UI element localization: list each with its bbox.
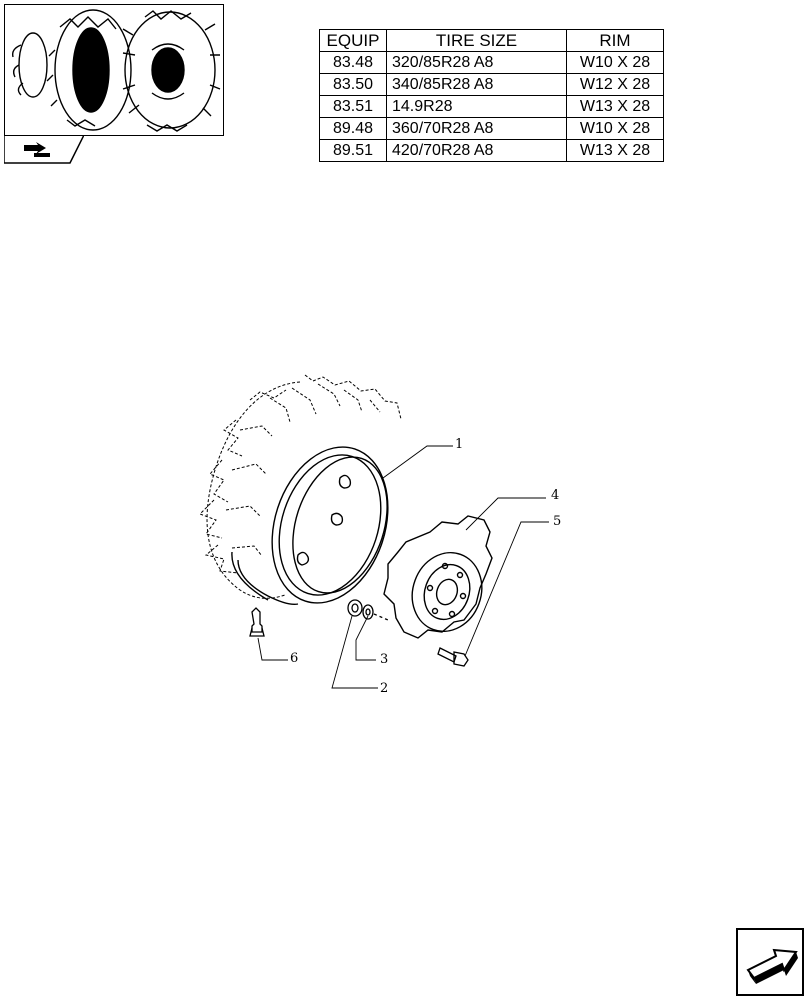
leader-lines [258,446,549,688]
wheel-disc [384,516,493,641]
header-tire-size: TIRE SIZE [387,30,567,52]
cell-rim: W10 X 28 [567,118,664,140]
callout-4: 4 [551,488,560,503]
cell-equip: 83.50 [320,74,387,96]
valve [250,608,264,636]
header-rim: RIM [567,30,664,52]
callout-6: 6 [290,651,299,666]
callout-3: 3 [380,652,389,667]
cell-rim: W13 X 28 [567,140,664,162]
cell-tire-size: 14.9R28 [387,96,567,118]
cell-tire-size: 420/70R28 A8 [387,140,567,162]
cell-tire-size: 360/70R28 A8 [387,118,567,140]
cell-equip: 83.48 [320,52,387,74]
cell-equip: 83.51 [320,96,387,118]
cell-rim: W12 X 28 [567,74,664,96]
callout-5: 5 [553,514,562,529]
header-equip: EQUIP [320,30,387,52]
cell-tire-size: 340/85R28 A8 [387,74,567,96]
cell-equip: 89.51 [320,140,387,162]
next-page-arrow-icon [738,930,802,994]
cell-rim: W13 X 28 [567,96,664,118]
callout-2: 2 [380,681,389,696]
cell-tire-size: 320/85R28 A8 [387,52,567,74]
callout-1: 1 [455,437,464,452]
bolt [438,648,468,666]
rim [232,432,407,618]
cell-rim: W10 X 28 [567,52,664,74]
next-page-button[interactable] [736,928,804,996]
cell-equip: 89.48 [320,118,387,140]
